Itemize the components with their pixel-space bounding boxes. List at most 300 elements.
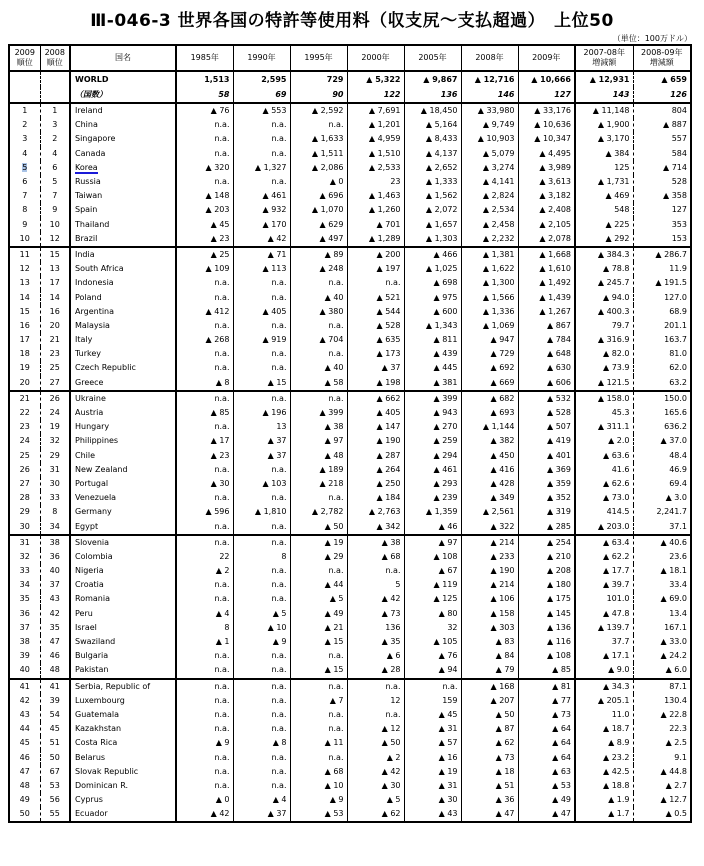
value-cell: n.a. bbox=[176, 132, 233, 146]
rank-2008-cell: 56 bbox=[40, 793, 70, 807]
negative-marker-value: ▲ 105 bbox=[434, 637, 458, 646]
negative-marker-value: ▲ 3,274 bbox=[483, 163, 515, 172]
value-cell bbox=[404, 449, 461, 463]
rank-2009-cell: 11 bbox=[9, 247, 40, 262]
negative-marker-value: ▲ 1,511 bbox=[312, 149, 344, 158]
value-cell bbox=[404, 564, 461, 578]
value-cell bbox=[633, 161, 691, 175]
country-name: Ukraine bbox=[70, 391, 176, 406]
negative-marker-value: ▲ 245.7 bbox=[598, 278, 630, 287]
value-cell bbox=[518, 218, 575, 232]
country-name: Bulgaria bbox=[70, 649, 176, 663]
negative-marker-value: ▲ 528 bbox=[547, 408, 571, 417]
rank-2009-cell: 12 bbox=[19, 264, 30, 274]
value-cell bbox=[176, 305, 233, 319]
value-cell bbox=[404, 649, 461, 663]
value-cell bbox=[461, 305, 518, 319]
value-cell bbox=[290, 232, 347, 247]
value-cell bbox=[518, 189, 575, 203]
negative-marker-value: ▲ 200 bbox=[377, 250, 401, 259]
value-cell bbox=[518, 649, 575, 663]
value-cell: n.a. bbox=[233, 722, 290, 736]
negative-marker-value: ▲ 208 bbox=[547, 566, 571, 575]
rank-2009-cell: 44 bbox=[19, 724, 30, 734]
rank-2008-cell: 23 bbox=[40, 347, 70, 361]
header-1995: 1995年 bbox=[290, 45, 347, 71]
negative-marker-value: ▲ 1 bbox=[216, 637, 230, 646]
country-name: Korea bbox=[70, 161, 176, 175]
value-cell bbox=[518, 391, 575, 406]
value-cell bbox=[461, 607, 518, 621]
negative-marker-value: ▲ 139.7 bbox=[598, 623, 630, 632]
country-name: Russia bbox=[70, 175, 176, 189]
country-name: Philippines bbox=[70, 434, 176, 448]
rank-2008-cell: 35 bbox=[40, 621, 70, 635]
negative-marker-value: ▲ 25 bbox=[211, 250, 230, 259]
negative-marker-value: ▲ 203 bbox=[206, 205, 230, 214]
table-row bbox=[9, 434, 691, 448]
value-cell: 1,513 bbox=[176, 71, 233, 87]
negative-marker-value: ▲ 943 bbox=[434, 408, 458, 417]
negative-marker-value: ▲ 259 bbox=[434, 436, 458, 445]
value-cell bbox=[633, 118, 691, 132]
value-cell: 159 bbox=[404, 694, 461, 708]
value-cell bbox=[233, 161, 290, 175]
value-cell bbox=[290, 621, 347, 635]
value-cell bbox=[233, 607, 290, 621]
negative-marker-value: ▲ 0.5 bbox=[666, 809, 687, 818]
value-cell bbox=[233, 305, 290, 319]
value-cell bbox=[233, 203, 290, 217]
negative-marker-value: ▲ 1,069 bbox=[483, 321, 515, 330]
negative-marker-value: ▲ 71 bbox=[268, 250, 287, 259]
rank-2009-cell: 39 bbox=[19, 651, 30, 661]
value-cell bbox=[290, 175, 347, 189]
table-row bbox=[9, 694, 691, 708]
country-name: Guatemala bbox=[70, 708, 176, 722]
negative-marker-value: ▲ 15 bbox=[268, 378, 287, 387]
value-cell bbox=[233, 406, 290, 420]
negative-marker-value: ▲ 1,439 bbox=[539, 293, 571, 302]
country-name: Serbia, Republic of bbox=[70, 679, 176, 694]
rank-2009-cell bbox=[9, 71, 40, 87]
negative-marker-value: ▲ 419 bbox=[547, 436, 571, 445]
value-cell bbox=[518, 147, 575, 161]
negative-marker-value: ▲ 9,749 bbox=[483, 120, 515, 129]
value-cell bbox=[347, 218, 404, 232]
value-cell bbox=[404, 189, 461, 203]
negative-marker-value: ▲ 349 bbox=[491, 493, 515, 502]
value-cell: n.a. bbox=[233, 663, 290, 678]
value-cell bbox=[404, 477, 461, 491]
rank-2009-cell: 7 bbox=[22, 191, 28, 201]
negative-marker-value: ▲ 3,613 bbox=[539, 177, 571, 186]
negative-marker-value: ▲ 0 bbox=[330, 177, 344, 186]
value-cell bbox=[575, 376, 633, 391]
table-row bbox=[9, 807, 691, 822]
value-cell bbox=[347, 406, 404, 420]
negative-marker-value: ▲ 63 bbox=[552, 767, 571, 776]
value-cell bbox=[347, 434, 404, 448]
value-cell bbox=[461, 793, 518, 807]
negative-marker-value: ▲ 23.2 bbox=[603, 753, 630, 762]
negative-marker-value: ▲ 359 bbox=[547, 479, 571, 488]
value-cell: n.a. bbox=[233, 592, 290, 606]
negative-marker-value: ▲ 450 bbox=[491, 451, 515, 460]
unit-label: （単位：100万ドル） bbox=[612, 34, 692, 43]
negative-marker-value: ▲ 7,691 bbox=[369, 106, 401, 115]
negative-marker-value: ▲ 648 bbox=[547, 349, 571, 358]
value-cell bbox=[404, 505, 461, 519]
negative-marker-value: ▲ 382 bbox=[491, 436, 515, 445]
value-cell bbox=[633, 793, 691, 807]
rank-2008-cell: 5 bbox=[40, 175, 70, 189]
value-cell bbox=[176, 807, 233, 822]
value-cell bbox=[518, 807, 575, 822]
value-cell bbox=[404, 161, 461, 175]
rank-2008-cell: 19 bbox=[40, 420, 70, 434]
country-name: （国数） bbox=[70, 87, 176, 103]
negative-marker-value: ▲ 29 bbox=[325, 552, 344, 561]
value-cell: 90 bbox=[290, 87, 347, 103]
table-row bbox=[9, 463, 691, 477]
value-cell bbox=[461, 535, 518, 550]
negative-marker-value: ▲ 1,201 bbox=[369, 120, 401, 129]
negative-marker-value: ▲ 320 bbox=[206, 163, 230, 172]
table-row bbox=[9, 578, 691, 592]
value-cell bbox=[575, 663, 633, 678]
value-cell: 8 bbox=[233, 550, 290, 564]
table-row bbox=[9, 592, 691, 606]
negative-marker-value: ▲ 38 bbox=[325, 422, 344, 431]
value-cell bbox=[518, 564, 575, 578]
negative-marker-value: ▲ 596 bbox=[206, 507, 230, 516]
rank-2009-cell: 37 bbox=[19, 622, 30, 632]
value-cell bbox=[176, 247, 233, 262]
value-cell: n.a. bbox=[290, 722, 347, 736]
rank-2009-cell: 28 bbox=[19, 493, 30, 503]
negative-marker-value: ▲ 37 bbox=[268, 436, 287, 445]
value-cell: n.a. bbox=[290, 347, 347, 361]
value-cell: 143 bbox=[575, 87, 633, 103]
value-cell bbox=[404, 262, 461, 276]
negative-marker-value: ▲ 73.9 bbox=[603, 363, 630, 372]
negative-marker-value: ▲ 311.1 bbox=[598, 422, 630, 431]
negative-marker-value: ▲ 9 bbox=[273, 637, 287, 646]
value-cell bbox=[347, 649, 404, 663]
negative-marker-value: ▲ 170 bbox=[263, 220, 287, 229]
rank-2008-cell: 40 bbox=[40, 564, 70, 578]
negative-marker-value: ▲ 12,716 bbox=[475, 75, 515, 84]
negative-marker-value: ▲ 553 bbox=[263, 106, 287, 115]
value-cell bbox=[176, 103, 233, 118]
value-cell bbox=[347, 663, 404, 678]
country-name: Spain bbox=[70, 203, 176, 217]
negative-marker-value: ▲ 22.8 bbox=[660, 710, 687, 719]
negative-marker-value: ▲ 12,931 bbox=[590, 75, 630, 84]
value-cell bbox=[290, 361, 347, 375]
value-cell: 32 bbox=[404, 621, 461, 635]
negative-marker-value: ▲ 629 bbox=[320, 220, 344, 229]
value-cell bbox=[633, 635, 691, 649]
negative-marker-value: ▲ 147 bbox=[377, 422, 401, 431]
negative-marker-value: ▲ 380 bbox=[320, 307, 344, 316]
rank-2008-cell: 39 bbox=[40, 694, 70, 708]
table-row bbox=[9, 793, 691, 807]
negative-marker-value: ▲ 64 bbox=[552, 738, 571, 747]
value-cell bbox=[518, 592, 575, 606]
negative-marker-value: ▲ 248 bbox=[320, 264, 344, 273]
rank-2009-cell bbox=[9, 87, 40, 103]
negative-marker-value: ▲ 63.4 bbox=[603, 538, 630, 547]
value-cell: 584 bbox=[633, 147, 691, 161]
value-cell: n.a. bbox=[290, 708, 347, 722]
value-cell bbox=[633, 663, 691, 678]
negative-marker-value: ▲ 701 bbox=[377, 220, 401, 229]
value-cell bbox=[404, 118, 461, 132]
negative-marker-value: ▲ 254 bbox=[547, 538, 571, 547]
negative-marker-value: ▲ 1,333 bbox=[426, 177, 458, 186]
value-cell bbox=[461, 779, 518, 793]
negative-marker-value: ▲ 405 bbox=[377, 408, 401, 417]
table-row bbox=[9, 564, 691, 578]
value-cell: n.a. bbox=[176, 779, 233, 793]
value-cell bbox=[404, 722, 461, 736]
rank-2008-cell: 2 bbox=[40, 132, 70, 146]
negative-marker-value: ▲ 1,510 bbox=[369, 149, 401, 158]
value-cell bbox=[290, 290, 347, 304]
value-cell bbox=[404, 232, 461, 247]
negative-marker-value: ▲ 1,562 bbox=[426, 191, 458, 200]
value-cell bbox=[176, 262, 233, 276]
negative-marker-value: ▲ 37.0 bbox=[660, 436, 687, 445]
negative-marker-value: ▲ 119 bbox=[434, 580, 458, 589]
value-cell bbox=[461, 635, 518, 649]
negative-marker-value: ▲ 17.1 bbox=[603, 651, 630, 660]
negative-marker-value: ▲ 9.0 bbox=[608, 665, 629, 674]
value-cell: 58 bbox=[176, 87, 233, 103]
negative-marker-value: ▲ 2.0 bbox=[608, 436, 629, 445]
table-row bbox=[9, 232, 691, 247]
table-row bbox=[9, 262, 691, 276]
value-cell bbox=[461, 103, 518, 118]
negative-marker-value: ▲ 2,078 bbox=[539, 234, 571, 243]
value-cell bbox=[575, 434, 633, 448]
value-cell bbox=[633, 247, 691, 262]
value-cell bbox=[461, 391, 518, 406]
value-cell bbox=[518, 175, 575, 189]
value-cell bbox=[461, 736, 518, 750]
negative-marker-value: ▲ 12.7 bbox=[660, 795, 687, 804]
negative-marker-value: ▲ 384.3 bbox=[598, 250, 630, 259]
value-cell bbox=[461, 491, 518, 505]
negative-marker-value: ▲ 342 bbox=[377, 522, 401, 531]
value-cell bbox=[633, 491, 691, 505]
negative-marker-value: ▲ 33,176 bbox=[534, 106, 571, 115]
negative-marker-value: ▲ 714 bbox=[663, 163, 687, 172]
table-row bbox=[9, 247, 691, 262]
value-cell: 125 bbox=[575, 161, 633, 175]
value-cell bbox=[290, 333, 347, 347]
value-cell bbox=[404, 550, 461, 564]
value-cell: n.a. bbox=[233, 347, 290, 361]
negative-marker-value: ▲ 191.5 bbox=[655, 278, 687, 287]
negative-marker-value: ▲ 2,086 bbox=[312, 163, 344, 172]
negative-marker-value: ▲ 18.7 bbox=[603, 724, 630, 733]
value-cell bbox=[404, 132, 461, 146]
negative-marker-value: ▲ 1,633 bbox=[312, 134, 344, 143]
negative-marker-value: ▲ 698 bbox=[434, 278, 458, 287]
negative-marker-value: ▲ 369 bbox=[547, 465, 571, 474]
negative-marker-value: ▲ 37 bbox=[268, 451, 287, 460]
rank-2009-cell: 9 bbox=[22, 219, 28, 229]
negative-marker-value: ▲ 693 bbox=[491, 408, 515, 417]
header-country: 国名 bbox=[70, 45, 176, 71]
header-rank-2009: 2009 順位 bbox=[9, 45, 40, 71]
value-cell: 136 bbox=[404, 87, 461, 103]
value-cell: n.a. bbox=[176, 578, 233, 592]
value-cell: 22.3 bbox=[633, 722, 691, 736]
value-cell bbox=[461, 203, 518, 217]
value-cell: n.a. bbox=[233, 319, 290, 333]
rank-2009-cell: 48 bbox=[19, 780, 30, 790]
value-cell bbox=[518, 203, 575, 217]
negative-marker-value: ▲ 62 bbox=[382, 809, 401, 818]
value-cell: n.a. bbox=[290, 118, 347, 132]
negative-marker-value: ▲ 103 bbox=[263, 479, 287, 488]
value-cell bbox=[347, 376, 404, 391]
negative-marker-value: ▲ 190 bbox=[377, 436, 401, 445]
negative-marker-value: ▲ 2,533 bbox=[369, 163, 401, 172]
rank-2008-cell: 21 bbox=[40, 333, 70, 347]
negative-marker-value: ▲ 214 bbox=[491, 580, 515, 589]
rank-2008-cell: 10 bbox=[40, 218, 70, 232]
value-cell bbox=[290, 376, 347, 391]
rank-2008-cell: 55 bbox=[40, 807, 70, 822]
value-cell bbox=[461, 550, 518, 564]
header-rank-2008: 2008 順位 bbox=[40, 45, 70, 71]
rank-2009-cell: 17 bbox=[19, 335, 30, 345]
negative-marker-value: ▲ 18.1 bbox=[660, 566, 687, 575]
value-cell: 557 bbox=[633, 132, 691, 146]
negative-marker-value: ▲ 198 bbox=[377, 378, 401, 387]
value-cell bbox=[404, 247, 461, 262]
negative-marker-value: ▲ 294 bbox=[434, 451, 458, 460]
country-name: Pakistan bbox=[70, 663, 176, 678]
table-row bbox=[9, 376, 691, 391]
value-cell bbox=[290, 218, 347, 232]
table-row bbox=[9, 736, 691, 750]
value-cell: n.a. bbox=[233, 290, 290, 304]
rank-2009-cell: 35 bbox=[19, 594, 30, 604]
negative-marker-value: ▲ 532 bbox=[547, 394, 571, 403]
negative-marker-value: ▲ 17 bbox=[211, 436, 230, 445]
negative-marker-value: ▲ 416 bbox=[491, 465, 515, 474]
country-name: India bbox=[70, 247, 176, 262]
value-cell: n.a. bbox=[233, 679, 290, 694]
rank-2009-cell: 43 bbox=[19, 709, 30, 719]
value-cell bbox=[575, 290, 633, 304]
negative-marker-value: ▲ 4,141 bbox=[483, 177, 515, 186]
value-cell: 548 bbox=[575, 203, 633, 217]
value-cell bbox=[176, 161, 233, 175]
value-cell bbox=[233, 247, 290, 262]
rank-2009-cell: 26 bbox=[19, 464, 30, 474]
negative-marker-value: ▲ 16 bbox=[439, 753, 458, 762]
value-cell bbox=[575, 793, 633, 807]
value-cell bbox=[518, 463, 575, 477]
negative-marker-value: ▲ 73.0 bbox=[603, 493, 630, 502]
negative-marker-value: ▲ 268 bbox=[206, 335, 230, 344]
negative-marker-value: ▲ 696 bbox=[320, 191, 344, 200]
negative-marker-value: ▲ 1,343 bbox=[426, 321, 458, 330]
value-cell bbox=[347, 505, 404, 519]
rank-2009-cell: 13 bbox=[19, 278, 30, 288]
negative-marker-value: ▲ 2.7 bbox=[666, 781, 687, 790]
table-row bbox=[9, 276, 691, 290]
rank-2008-cell: 3 bbox=[40, 118, 70, 132]
value-cell bbox=[575, 262, 633, 276]
rank-2008-cell: 20 bbox=[40, 319, 70, 333]
table-row bbox=[9, 679, 691, 694]
value-cell: n.a. bbox=[290, 649, 347, 663]
negative-marker-value: ▲ 1,336 bbox=[483, 307, 515, 316]
table-row bbox=[9, 722, 691, 736]
value-cell bbox=[461, 361, 518, 375]
rank-2009-cell: 33 bbox=[19, 566, 30, 576]
value-cell: 201.1 bbox=[633, 319, 691, 333]
value-cell: n.a. bbox=[233, 564, 290, 578]
value-cell: n.a. bbox=[290, 391, 347, 406]
negative-marker-value: ▲ 17.7 bbox=[603, 566, 630, 575]
value-cell bbox=[461, 722, 518, 736]
page-title: Ⅲ-046-3 世界各国の特許等使用料（収支尻～支払超過） 上位50 bbox=[90, 11, 614, 31]
negative-marker-value: ▲ 10,666 bbox=[531, 75, 571, 84]
value-cell: n.a. bbox=[176, 463, 233, 477]
value-cell bbox=[404, 736, 461, 750]
country-count-row bbox=[9, 87, 691, 103]
value-cell bbox=[347, 203, 404, 217]
value-cell bbox=[518, 319, 575, 333]
country-name: Thailand bbox=[70, 218, 176, 232]
negative-marker-value: ▲ 358 bbox=[663, 191, 687, 200]
value-cell bbox=[575, 519, 633, 534]
value-cell bbox=[404, 420, 461, 434]
value-cell bbox=[575, 347, 633, 361]
negative-marker-value: ▲ 148 bbox=[206, 191, 230, 200]
value-cell bbox=[176, 793, 233, 807]
value-cell bbox=[575, 779, 633, 793]
value-cell: n.a. bbox=[233, 391, 290, 406]
value-cell: 13.4 bbox=[633, 607, 691, 621]
country-name: Germany bbox=[70, 505, 176, 519]
value-cell: n.a. bbox=[176, 290, 233, 304]
value-cell bbox=[404, 535, 461, 550]
negative-marker-value: ▲ 1,267 bbox=[539, 307, 571, 316]
country-name: Swaziland bbox=[70, 635, 176, 649]
value-cell bbox=[404, 290, 461, 304]
rank-2008-cell: 15 bbox=[40, 247, 70, 262]
negative-marker-value: ▲ 21 bbox=[325, 623, 344, 632]
value-cell bbox=[461, 347, 518, 361]
value-cell bbox=[461, 449, 518, 463]
value-cell bbox=[575, 71, 633, 87]
country-name: Chile bbox=[70, 449, 176, 463]
value-cell bbox=[461, 262, 518, 276]
value-cell bbox=[290, 592, 347, 606]
value-cell bbox=[518, 708, 575, 722]
value-cell bbox=[518, 333, 575, 347]
